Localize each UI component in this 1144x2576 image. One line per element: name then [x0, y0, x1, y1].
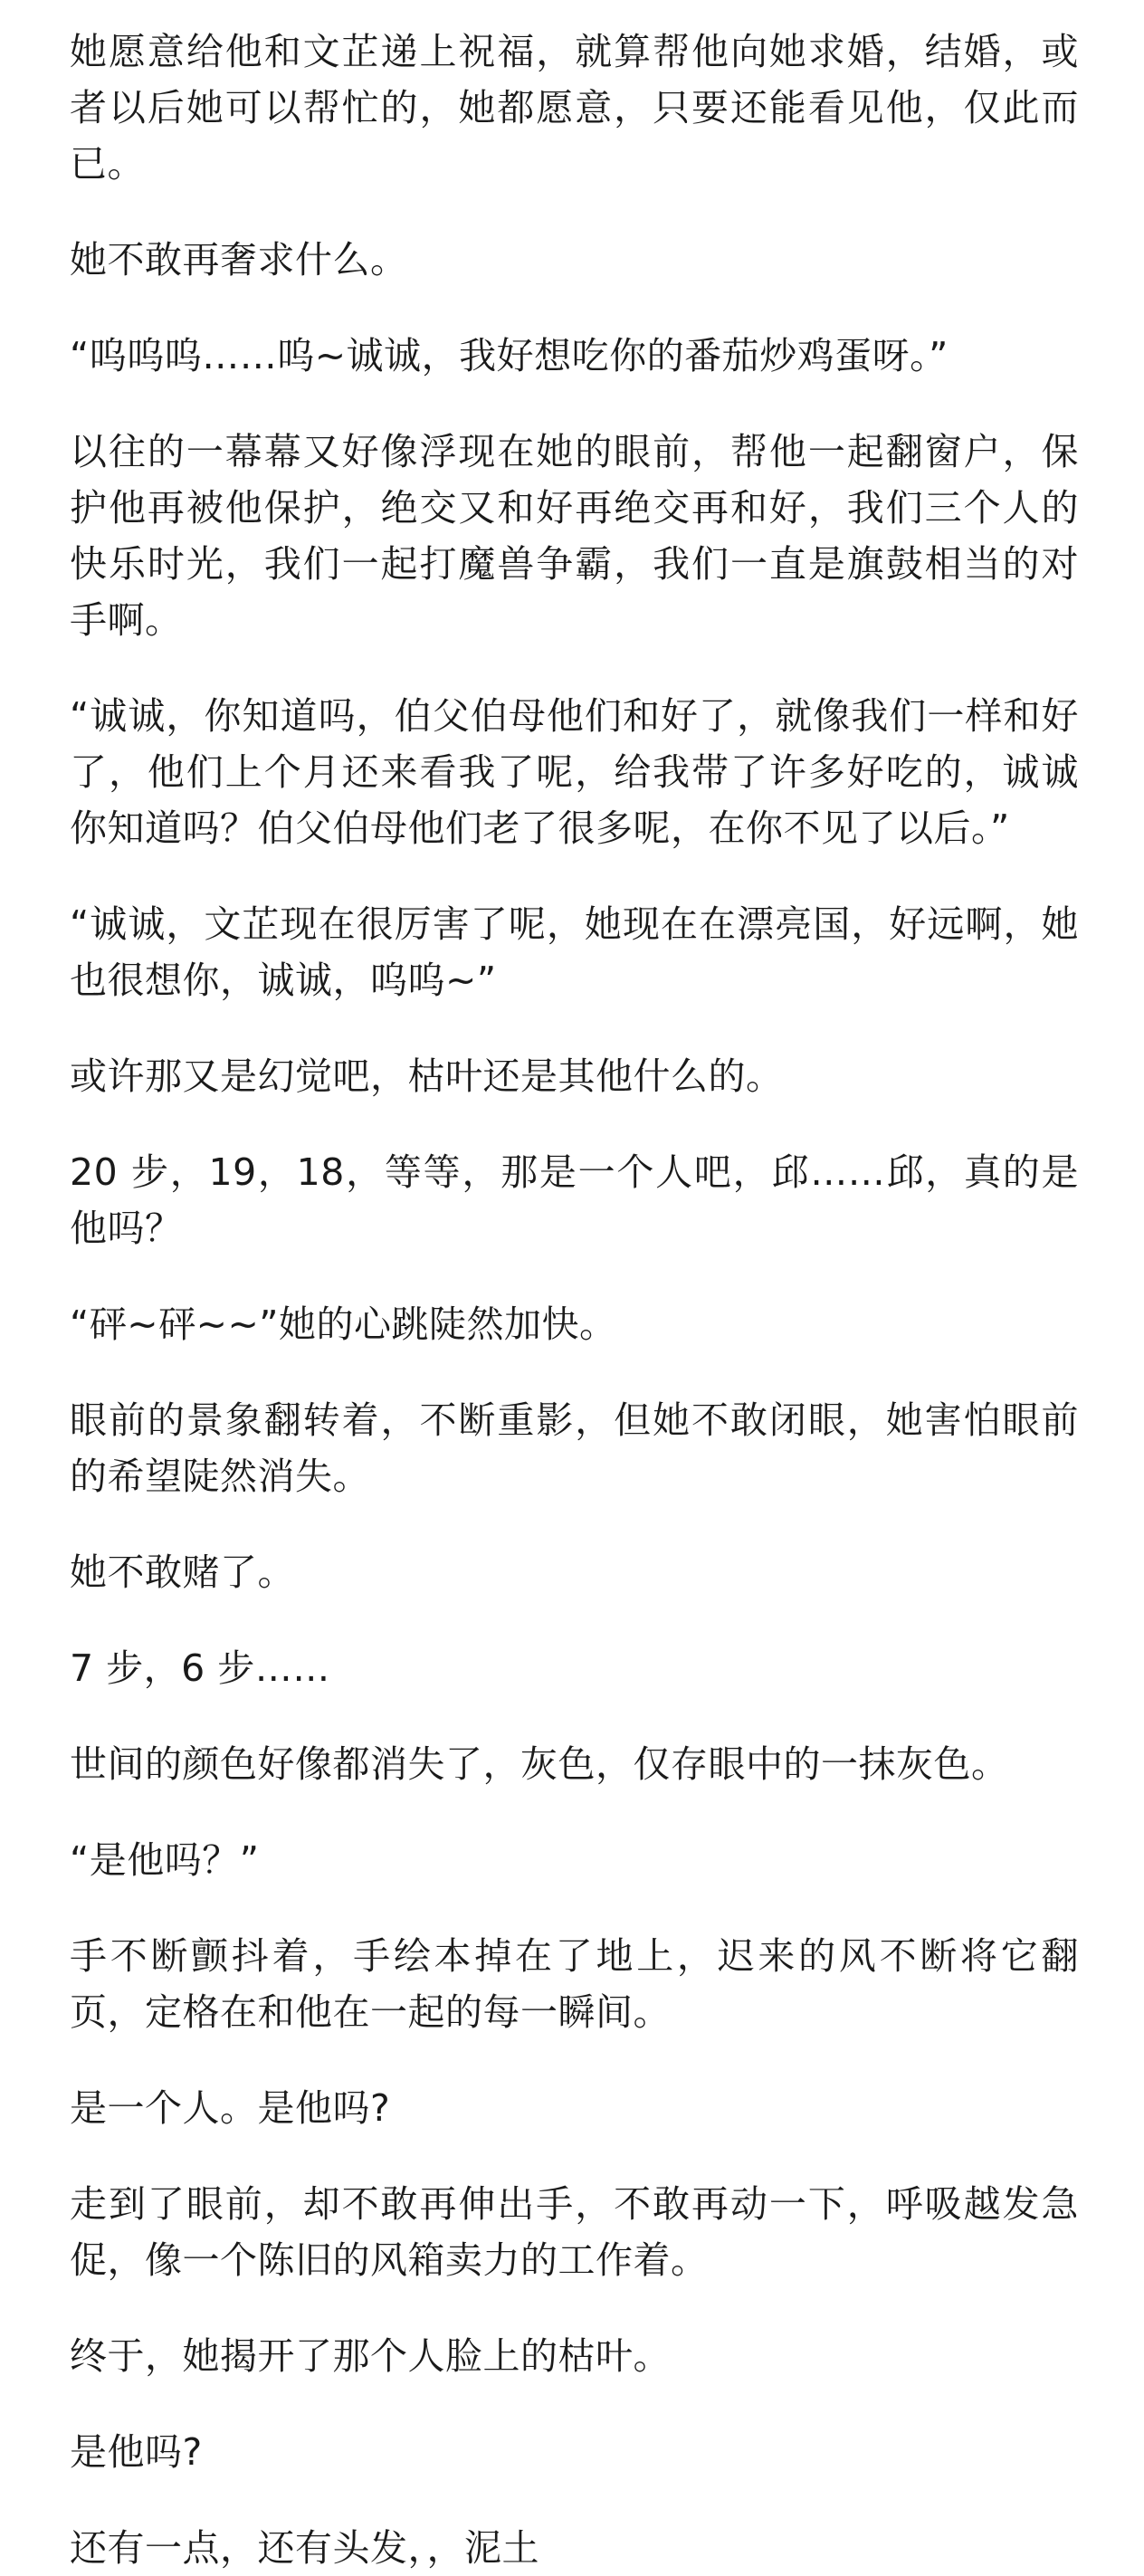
- paragraph: 她不敢赌了。: [70, 1550, 295, 1594]
- paragraph: 终于，她揭开了那个人脸上的枯叶。: [70, 2334, 671, 2378]
- paragraph: 或许那又是幻觉吧，枯叶还是其他什么的。: [70, 1054, 784, 1098]
- paragraph: 7 步，6 步……: [70, 1646, 330, 1690]
- paragraph: “砰~砰~~”她的心跳陡然加快。: [70, 1302, 617, 1346]
- paragraph: 以往的一幕幕又好像浮现在她的眼前，帮他一起翻窗户，保护他再被他保护，绝交又和好再绝交再和好，我们三个人的快乐时光，我们一起打魔兽争霸，我们一直是旗鼓相当的对手啊。: [70, 430, 1079, 642]
- paragraph: 她愿意给他和文芷递上祝福，就算帮他向她求婚，结婚，或者以后她可以帮忙的，她都愿意，只要还能看见他，仅此而已。: [70, 30, 1079, 186]
- paragraph: “诚诚，文芷现在很厉害了呢，她现在在漂亮国，好远啊，她也很想你，诚诚，呜呜~”: [70, 902, 1079, 1002]
- paragraph: 是他吗?: [70, 2430, 203, 2474]
- paragraph: 是一个人。是他吗?: [70, 2086, 391, 2130]
- paragraph: 她不敢再奢求什么。: [70, 238, 408, 281]
- paragraph: 眼前的景象翻转着，不断重影，但她不敢闭眼，她害怕眼前的希望陡然消失。: [70, 1398, 1079, 1498]
- paragraph-partial: 还有一点，还有头发，，泥土: [70, 2526, 539, 2570]
- paragraph: 走到了眼前，却不敢再伸出手，不敢再动一下，呼吸越发急促，像一个陈旧的风箱卖力的工作着。: [70, 2182, 1079, 2282]
- paragraph: 手不断颤抖着，手绘本掉在了地上，迟来的风不断将它翻页，定格在和他在一起的每一瞬间。: [70, 1934, 1079, 2034]
- paragraph: 20 步，19，18，等等，那是一个人吧，邱……邱，真的是他吗？: [70, 1150, 1079, 1250]
- paragraph: “诚诚，你知道吗，伯父伯母他们和好了，就像我们一样和好了，他们上个月还来看我了呢，给我带了许多好吃的，诚诚你知道吗？伯父伯母他们老了很多呢，在你不见了以后。”: [70, 694, 1079, 850]
- paragraph: “呜呜呜……呜~诚诚，我好想吃你的番茄炒鸡蛋呀。”: [70, 334, 949, 377]
- article-body: [70, 24, 1079, 2576]
- paragraph: “是他吗？”: [70, 1838, 260, 1882]
- paragraph: 世间的颜色好像都消失了，灰色，仅存眼中的一抹灰色。: [70, 1742, 1009, 1786]
